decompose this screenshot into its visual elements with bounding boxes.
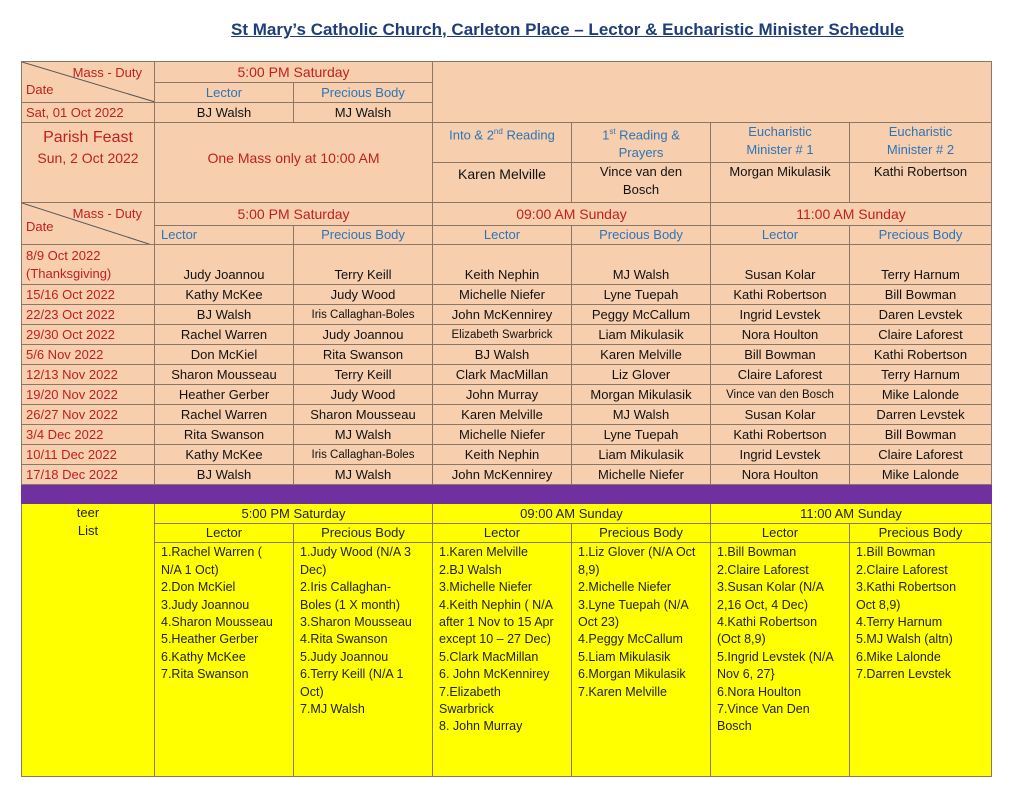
- sat-mass-header: 5:00 PM Saturday: [155, 504, 433, 524]
- cell-sun9-lector: Karen Melville: [433, 405, 572, 425]
- table-row: [22, 445, 992, 465]
- cell-sun9-precious-body: Michelle Niefer: [572, 465, 711, 485]
- volunteer-list-label: [22, 504, 155, 777]
- cell-sat-precious-body: Iris Callaghan-Boles: [294, 305, 433, 325]
- sun9-mass-header: 09:00 AM Sunday: [433, 504, 711, 524]
- precious-body-header: Precious Body: [294, 83, 433, 103]
- volunteer-list-line: 7.Vince Van Den: [717, 701, 810, 716]
- volunteer-list-line: 1.Bill Bowman: [856, 545, 936, 560]
- volunteer-list-line: 6. John McKennirey: [439, 667, 550, 682]
- volunteer-list-line: 5.Clark MacMillan: [439, 649, 539, 664]
- volunteer-list-line: 7.Darren Levstek: [856, 667, 952, 682]
- volunteer-list-line: 6.Morgan Mikulasik: [578, 667, 686, 682]
- purple-divider: [22, 485, 992, 504]
- cell-sat-precious-body: Rita Swanson: [294, 345, 433, 365]
- row-date: 8/9 Oct 2022 (Thanksgiving): [22, 245, 155, 285]
- volunteer-list-line: 1.Judy Wood (N/A 3: [300, 545, 411, 560]
- lector-header: Lector: [155, 83, 294, 103]
- row-date: 15/16 Oct 2022: [22, 285, 155, 305]
- feast-name-1: Karen Melville: [433, 163, 572, 203]
- volunteer-list-line: 3.Judy Joannou: [161, 597, 250, 612]
- cell-sun9-precious-body: Karen Melville: [572, 345, 711, 365]
- cell-sat-precious-body: Terry Keill: [294, 365, 433, 385]
- volunteer-list-line: 3.Kathi Robertson: [856, 580, 957, 595]
- volunteer-list-sun11-precious-body: [850, 543, 992, 777]
- row-date: 26/27 Nov 2022: [22, 405, 155, 425]
- volunteer-list-line: Swarbrick: [439, 701, 494, 716]
- table-row: [22, 405, 992, 425]
- cell-sat-precious-body: MJ Walsh: [294, 425, 433, 445]
- volunteer-list-line: Nov 6, 27}: [717, 667, 775, 682]
- cell-sun11-precious-body: Kathi Robertson: [850, 345, 992, 365]
- cell-sun9-lector: BJ Walsh: [433, 345, 572, 365]
- cell-sun9-precious-body: Liz Glover: [572, 365, 711, 385]
- volunteer-list-line: 6.Terry Keill (N/A 1: [300, 667, 404, 682]
- cell-sun9-lector: Keith Nephin: [433, 245, 572, 285]
- cell-sat-precious-body: Sharon Mousseau: [294, 405, 433, 425]
- volunteer-list-line: 4.Terry Harnum: [856, 614, 943, 629]
- cell-sun9-lector: Michelle Niefer: [433, 425, 572, 445]
- one-mass-note: One Mass only at 10:00 AM: [155, 123, 433, 203]
- volunteer-list-line: 2.Claire Laforest: [856, 562, 948, 577]
- cell-sun11-precious-body: Terry Harnum: [850, 365, 992, 385]
- volunteer-list-line: 6.Nora Houlton: [717, 684, 802, 699]
- cell-sun11-precious-body: Terry Harnum: [850, 245, 992, 285]
- volunteer-list-line: 8,9): [578, 562, 600, 577]
- cell-sun9-lector: Keith Nephin: [433, 445, 572, 465]
- cell-sun11-precious-body: Daren Levstek: [850, 305, 992, 325]
- volunteer-list-line: 2.Claire Laforest: [717, 562, 809, 577]
- cell-sun11-precious-body: Mike Lalonde: [850, 385, 992, 405]
- feast-role-2: 1st Reading & Prayers: [572, 123, 711, 163]
- cell-sat-lector: BJ Walsh: [155, 465, 294, 485]
- row-date: 5/6 Nov 2022: [22, 345, 155, 365]
- cell-sun11-lector: Kathi Robertson: [711, 425, 850, 445]
- volunteer-list-line: 4.Keith Nephin ( N/A: [439, 597, 553, 612]
- sun9-mass-header: 09:00 AM Sunday: [433, 203, 711, 226]
- lector-header: Lector: [155, 524, 294, 543]
- cell-sun9-precious-body: MJ Walsh: [572, 405, 711, 425]
- volunteer-list-line: 6.Kathy McKee: [161, 649, 246, 664]
- cell-sun9-lector: John Murray: [433, 385, 572, 405]
- volunteer-list-line: after 1 Nov to 15 Apr: [439, 614, 554, 629]
- cell-sun9-precious-body: Peggy McCallum: [572, 305, 711, 325]
- volunteer-list-line: 3.Sharon Mousseau: [300, 614, 412, 629]
- lector-header: Lector: [433, 524, 572, 543]
- sun11-mass-header: 11:00 AM Sunday: [711, 504, 992, 524]
- schedule-table: [21, 61, 992, 777]
- row-date: 17/18 Dec 2022: [22, 465, 155, 485]
- first-sat-lector: BJ Walsh: [155, 103, 294, 123]
- feast-name-4: Kathi Robertson: [850, 163, 992, 203]
- volunteer-list-line: except 10 – 27 Dec): [439, 632, 551, 647]
- cell-sun9-precious-body: Liam Mikulasik: [572, 325, 711, 345]
- volunteer-list-line: Oct 8,9): [856, 597, 901, 612]
- parish-feast-cell: [22, 123, 155, 203]
- cell-sat-precious-body: Iris Callaghan-Boles: [294, 445, 433, 465]
- cell-sun11-lector: Susan Kolar: [711, 405, 850, 425]
- feast-name-3: Morgan Mikulasik: [711, 163, 850, 203]
- cell-sat-lector: Kathy McKee: [155, 285, 294, 305]
- row-date: 29/30 Oct 2022: [22, 325, 155, 345]
- parish-feast-title: Parish Feast: [43, 129, 133, 146]
- cell-sun9-lector: John McKennirey: [433, 305, 572, 325]
- cell-sun11-lector: Ingrid Levstek: [711, 305, 850, 325]
- cell-sun9-precious-body: Lyne Tuepah: [572, 285, 711, 305]
- volunteer-list-line: 7.MJ Walsh: [300, 701, 365, 716]
- table-row: [22, 425, 992, 445]
- row-date: 12/13 Nov 2022: [22, 365, 155, 385]
- volunteer-list-line: 5.Heather Gerber: [161, 632, 259, 647]
- volunteer-label-2: List: [77, 523, 99, 539]
- row-date: 19/20 Nov 2022: [22, 385, 155, 405]
- volunteer-list-line: Oct): [300, 684, 324, 699]
- parish-feast-date: Sun, 2 Oct 2022: [37, 150, 139, 166]
- volunteer-list-line: 6.Mike Lalonde: [856, 649, 941, 664]
- cell-sat-precious-body: Terry Keill: [294, 245, 433, 285]
- cell-sun11-lector: Ingrid Levstek: [711, 445, 850, 465]
- volunteer-list-line: 7.Rita Swanson: [161, 667, 249, 682]
- volunteer-list-line: 2.Michelle Niefer: [578, 580, 672, 595]
- cell-sun9-precious-body: Morgan Mikulasik: [572, 385, 711, 405]
- precious-body-header: Precious Body: [850, 524, 992, 543]
- cell-sun11-lector: Susan Kolar: [711, 245, 850, 285]
- volunteer-list-line: 1.Karen Melville: [439, 545, 528, 560]
- cell-sun11-precious-body: Claire Laforest: [850, 445, 992, 465]
- cell-sun11-lector: Nora Houlton: [711, 465, 850, 485]
- cell-sat-precious-body: Judy Joannou: [294, 325, 433, 345]
- volunteer-list-line: 5.Liam Mikulasik: [578, 649, 671, 664]
- volunteer-list-sun11-lector: [711, 543, 850, 777]
- volunteer-list-line: 7.Karen Melville: [578, 684, 667, 699]
- cell-sun9-precious-body: MJ Walsh: [572, 245, 711, 285]
- feast-role-3: Eucharistic Minister # 1: [711, 123, 850, 163]
- table-row: [22, 285, 992, 305]
- cell-sat-lector: Kathy McKee: [155, 445, 294, 465]
- cell-sun11-lector: Claire Laforest: [711, 365, 850, 385]
- volunteer-list-line: 8. John Murray: [439, 719, 523, 734]
- volunteer-list-line: (Oct 8,9): [717, 632, 766, 647]
- volunteer-label-1: teer: [76, 505, 100, 521]
- cell-sun11-precious-body: Darren Levstek: [850, 405, 992, 425]
- cell-sun11-precious-body: Mike Lalonde: [850, 465, 992, 485]
- cell-sat-lector: Don McKiel: [155, 345, 294, 365]
- cell-sat-lector: Judy Joannou: [155, 245, 294, 285]
- sun11-mass-header: 11:00 AM Sunday: [711, 203, 992, 226]
- precious-body-header: Precious Body: [850, 226, 992, 245]
- table-row: [22, 385, 992, 405]
- cell-sun9-lector: John McKennirey: [433, 465, 572, 485]
- feast-name-2: Vince van den Bosch: [572, 163, 711, 203]
- cell-sun11-lector: Nora Houlton: [711, 325, 850, 345]
- table-row: [22, 325, 992, 345]
- cell-sat-lector: BJ Walsh: [155, 305, 294, 325]
- volunteer-list-line: 3.Michelle Niefer: [439, 580, 533, 595]
- cell-sat-precious-body: MJ Walsh: [294, 465, 433, 485]
- cell-sun11-precious-body: Claire Laforest: [850, 325, 992, 345]
- first-sat-date: Sat, 01 Oct 2022: [22, 103, 155, 123]
- volunteer-list-line: N/A 1 Oct): [161, 562, 219, 577]
- cell-sun9-lector: Michelle Niefer: [433, 285, 572, 305]
- volunteer-list-line: Bosch: [717, 719, 752, 734]
- cell-sat-lector: Sharon Mousseau: [155, 365, 294, 385]
- cell-sun9-lector: Elizabeth Swarbrick: [433, 325, 572, 345]
- sat-mass-header: 5:00 PM Saturday: [155, 62, 433, 83]
- volunteer-list-line: 2.BJ Walsh: [439, 562, 502, 577]
- table-row: [22, 345, 992, 365]
- volunteer-list-line: 1.Liz Glover (N/A Oct: [578, 545, 696, 560]
- sat-mass-header: 5:00 PM Saturday: [155, 203, 433, 226]
- volunteer-list-line: 2,16 Oct, 4 Dec): [717, 597, 809, 612]
- feast-role-4: Eucharistic Minister # 2: [850, 123, 992, 163]
- cell-sun11-lector: Bill Bowman: [711, 345, 850, 365]
- volunteer-list-line: 5.Judy Joannou: [300, 649, 389, 664]
- volunteer-list-line: 5.MJ Walsh (altn): [856, 632, 953, 647]
- volunteer-list-line: Dec): [300, 562, 327, 577]
- volunteer-list-line: 3.Lyne Tuepah (N/A: [578, 597, 689, 612]
- cell-sat-precious-body: Judy Wood: [294, 385, 433, 405]
- lector-header: Lector: [711, 226, 850, 245]
- volunteer-list-line: 1.Rachel Warren (: [161, 545, 262, 560]
- volunteer-list-sun9-lector: [433, 543, 572, 777]
- precious-body-header: Precious Body: [294, 524, 433, 543]
- cell-sun9-lector: Clark MacMillan: [433, 365, 572, 385]
- cell-sun9-precious-body: Lyne Tuepah: [572, 425, 711, 445]
- cell-sun11-lector: Kathi Robertson: [711, 285, 850, 305]
- cell-sat-lector: Heather Gerber: [155, 385, 294, 405]
- precious-body-header: Precious Body: [294, 226, 433, 245]
- feast-role-1: Into & 2nd Reading: [433, 123, 572, 163]
- empty-header-area: [433, 62, 992, 123]
- date-label: Date: [26, 219, 54, 235]
- volunteer-list-line: 4.Peggy McCallum: [578, 632, 683, 647]
- table-row: [22, 465, 992, 485]
- cell-sat-lector: Rachel Warren: [155, 325, 294, 345]
- volunteer-list-line: 2.Iris Callaghan-: [300, 580, 392, 595]
- volunteer-list-line: 4.Sharon Mousseau: [161, 614, 273, 629]
- precious-body-header: Precious Body: [572, 226, 711, 245]
- first-sat-precious-body: MJ Walsh: [294, 103, 433, 123]
- lector-header: Lector: [711, 524, 850, 543]
- volunteer-list-sat-precious-body: [294, 543, 433, 777]
- cell-sun11-precious-body: Bill Bowman: [850, 285, 992, 305]
- page-title-text: St Mary’s Catholic Church, Carleton Place – Lector & Eucharistic Minister Schedule: [231, 20, 904, 39]
- cell-sat-lector: Rachel Warren: [155, 405, 294, 425]
- volunteer-list-sun9-precious-body: [572, 543, 711, 777]
- row-date: 10/11 Dec 2022: [22, 445, 155, 465]
- volunteer-list-line: Boles (1 X month): [300, 597, 401, 612]
- cell-sat-precious-body: Judy Wood: [294, 285, 433, 305]
- row-date: 22/23 Oct 2022: [22, 305, 155, 325]
- precious-body-header: Precious Body: [572, 524, 711, 543]
- volunteer-list-line: Oct 23): [578, 614, 619, 629]
- cell-sat-lector: Rita Swanson: [155, 425, 294, 445]
- mass-duty-date-header-2: [22, 203, 155, 245]
- page-title: [0, 20, 1024, 40]
- volunteer-list-line: 5.Ingrid Levstek (N/A: [717, 649, 834, 664]
- lector-header: Lector: [433, 226, 572, 245]
- lector-header: Lector: [155, 226, 294, 245]
- volunteer-list-line: 1.Bill Bowman: [717, 545, 797, 560]
- mass-duty-label: Mass - Duty: [72, 65, 142, 80]
- table-row: [22, 245, 992, 285]
- mass-duty-date-header: [22, 62, 155, 103]
- cell-sun11-lector: Vince van den Bosch: [711, 385, 850, 405]
- cell-sun9-precious-body: Liam Mikulasik: [572, 445, 711, 465]
- volunteer-list-line: 4.Kathi Robertson: [717, 614, 818, 629]
- cell-sun11-precious-body: Bill Bowman: [850, 425, 992, 445]
- volunteer-list-sat-lector: [155, 543, 294, 777]
- date-label: Date: [26, 82, 54, 97]
- volunteer-list-line: 3.Susan Kolar (N/A: [717, 580, 824, 595]
- volunteer-list-line: 2.Don McKiel: [161, 580, 236, 595]
- table-row: [22, 365, 992, 385]
- row-date: 3/4 Dec 2022: [22, 425, 155, 445]
- mass-duty-label: Mass - Duty: [72, 206, 142, 222]
- volunteer-list-line: 4.Rita Swanson: [300, 632, 388, 647]
- volunteer-list-line: 7.Elizabeth: [439, 684, 501, 699]
- purple-divider-row: [22, 485, 992, 504]
- table-row: [22, 305, 992, 325]
